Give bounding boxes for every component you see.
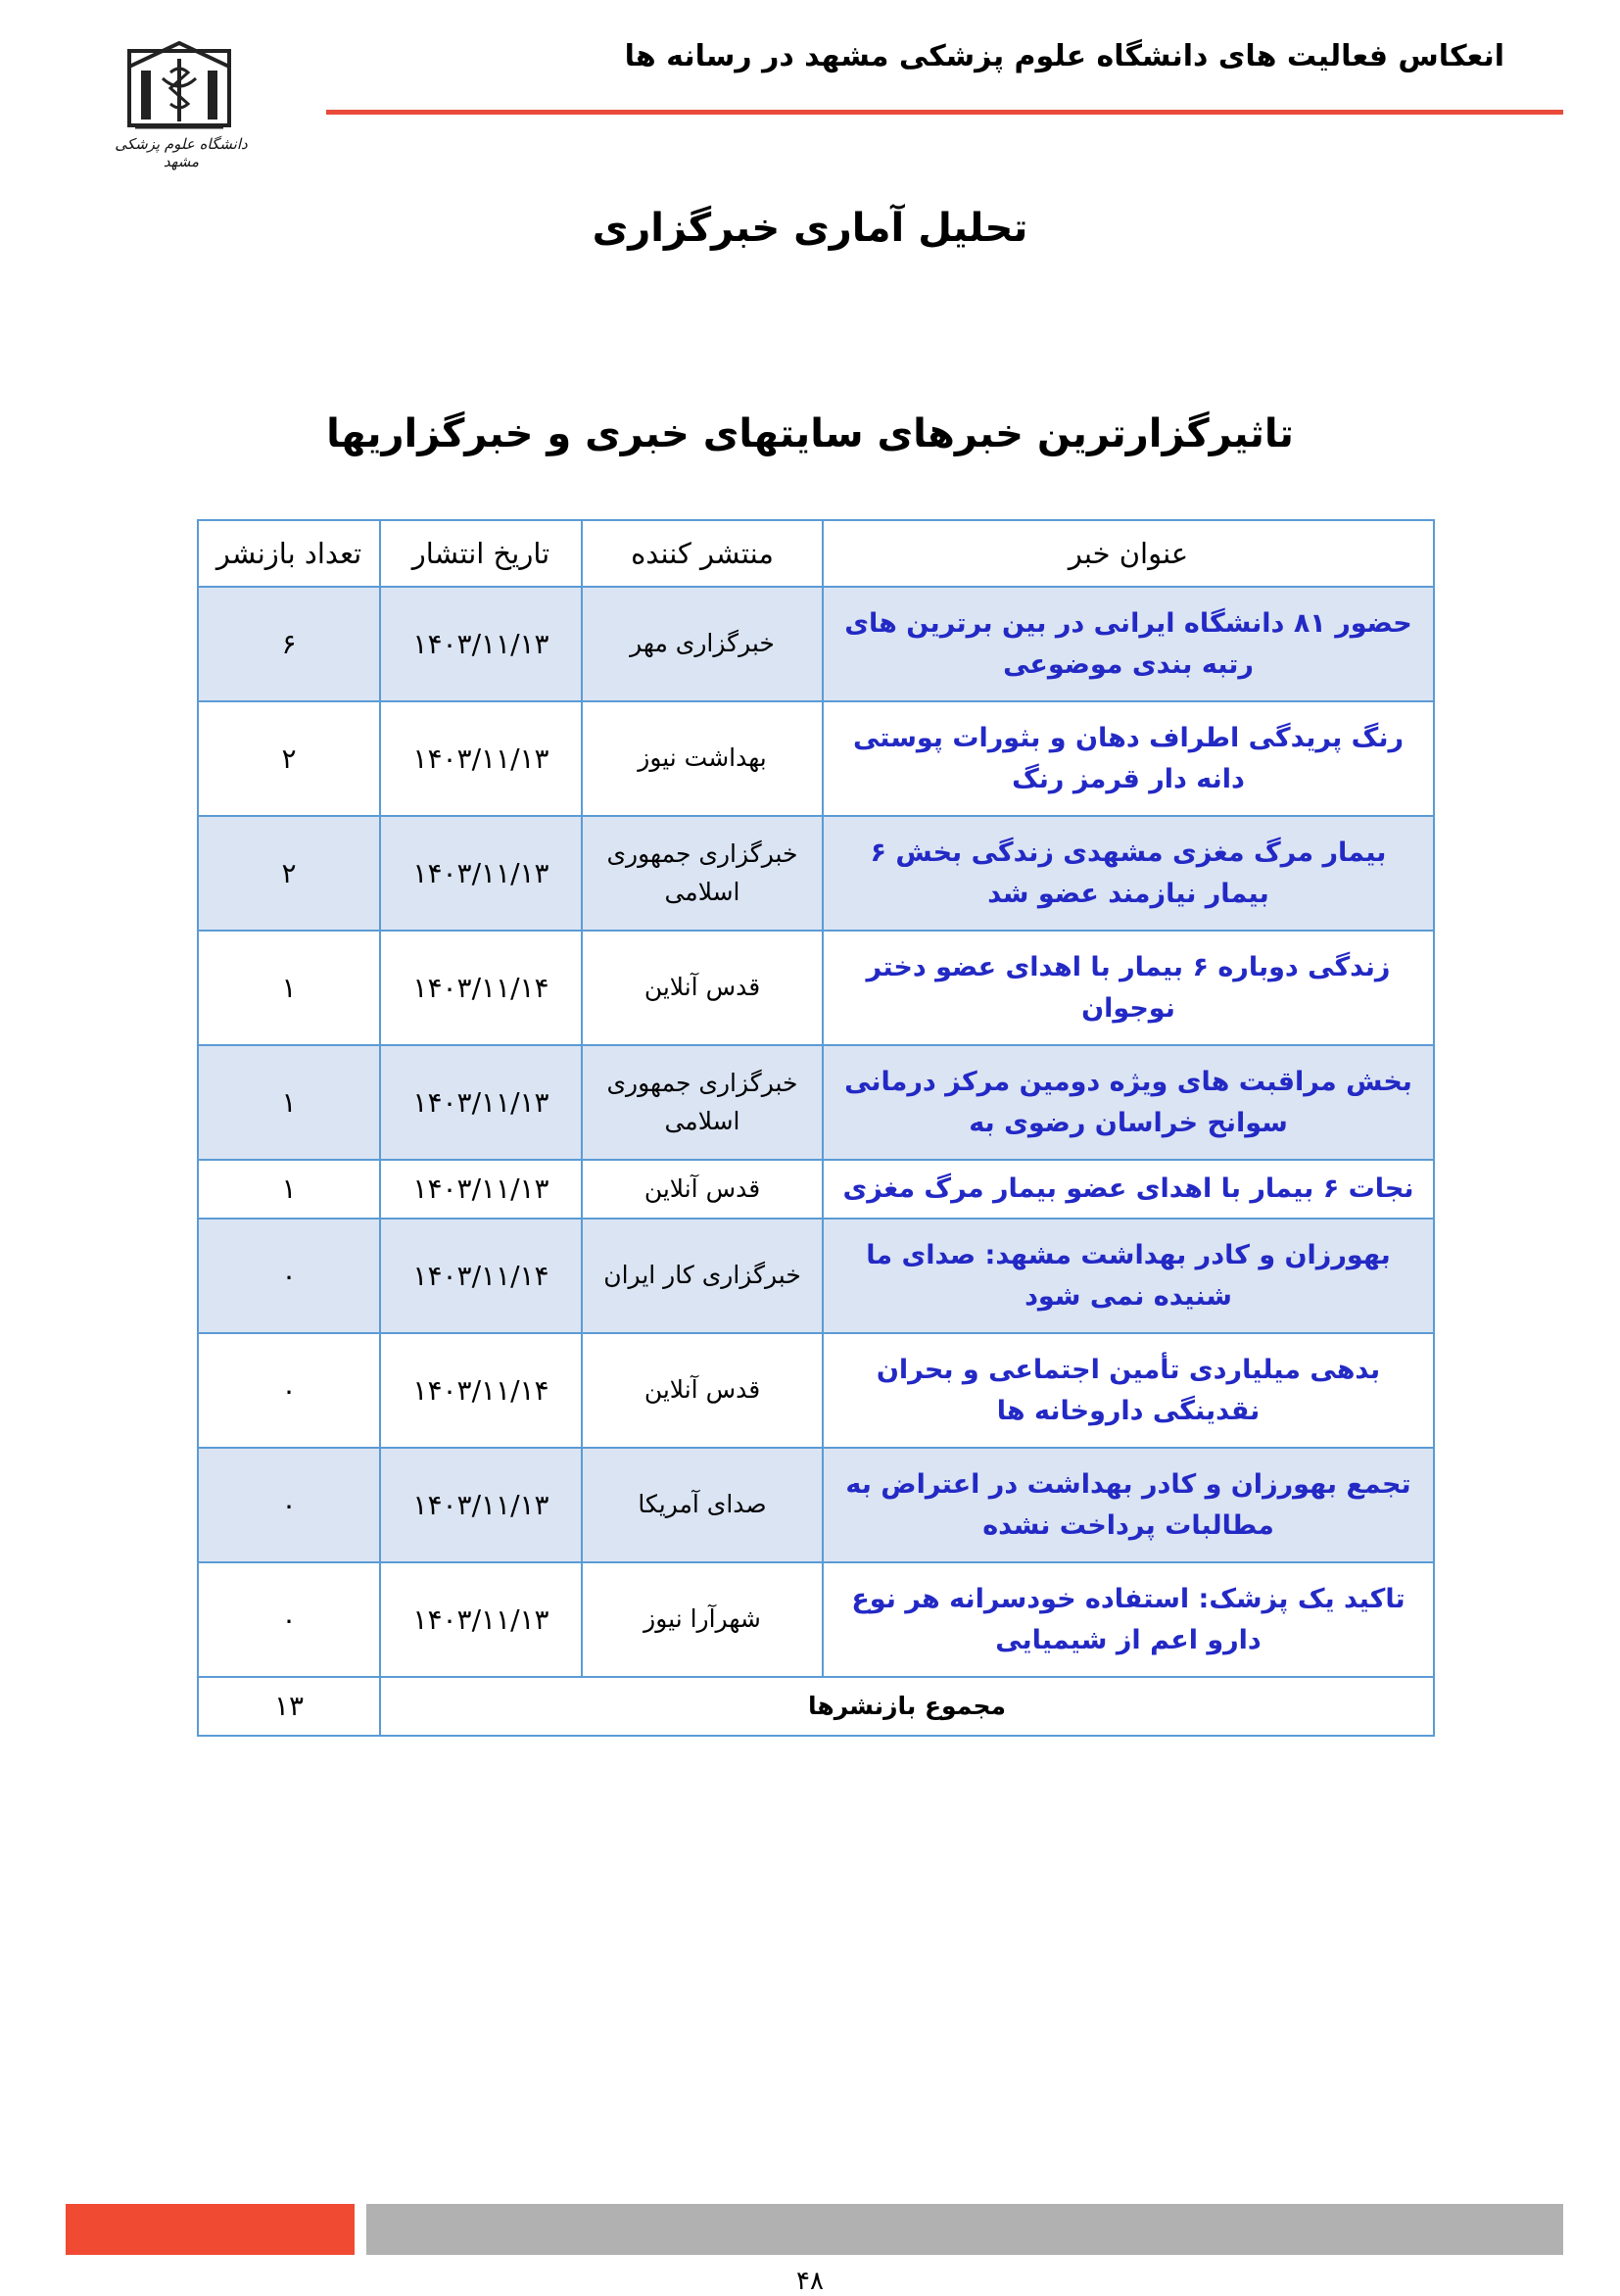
news-date: ۱۴۰۳/۱۱/۱۳: [380, 701, 582, 816]
table-row: [198, 701, 1434, 816]
news-date: ۱۴۰۳/۱۱/۱۳: [380, 1160, 582, 1219]
news-title[interactable]: زندگی دوباره ۶ بیمار با اهدای عضو دختر نوجوان: [823, 931, 1434, 1045]
page-number: ۴۸: [796, 2267, 824, 2296]
news-date: ۱۴۰۳/۱۱/۱۳: [380, 1562, 582, 1677]
total-value: ۱۳: [198, 1677, 380, 1736]
news-table: [197, 519, 1435, 1737]
column-header-date: تاریخ انتشار: [380, 520, 582, 587]
news-title[interactable]: رنگ پریدگی اطراف دهان و بثورات پوستی دانه دار قرمز رنگ: [823, 701, 1434, 816]
column-header-publisher: منتشر کننده: [582, 520, 823, 587]
section-title: تاثیرگزارترین خبرهای سایتهای خبری و خبرگزاریها: [326, 411, 1294, 456]
page-title: تحلیل آماری خبرگزاری: [592, 206, 1028, 251]
table-row: [198, 1045, 1434, 1160]
news-count: ۰: [198, 1219, 380, 1333]
column-header-title: عنوان خبر: [823, 520, 1434, 587]
news-date: ۱۴۰۳/۱۱/۱۴: [380, 1219, 582, 1333]
news-count: ۰: [198, 1448, 380, 1562]
table-row: [198, 1448, 1434, 1562]
table-row: [198, 816, 1434, 931]
news-title[interactable]: بخش مراقبت های ویژه دومین مرکز درمانی سوانح خراسان رضوی به: [823, 1045, 1434, 1160]
table-row: [198, 931, 1434, 1045]
news-title[interactable]: نجات ۶ بیمار با اهدای عضو بیمار مرگ مغزی: [823, 1160, 1434, 1219]
news-publisher: شهرآرا نیوز: [582, 1562, 823, 1677]
total-label: مجموع بازنشرها: [380, 1677, 1434, 1736]
column-header-count: تعداد بازنشر: [198, 520, 380, 587]
news-publisher: صدای آمریکا: [582, 1448, 823, 1562]
header-title: انعکاس فعالیت های دانشگاه علوم پزشکی مشهد در رسانه ها: [624, 39, 1504, 73]
news-count: ۲: [198, 816, 380, 931]
news-title[interactable]: تجمع بهورزان و کادر بهداشت در اعتراض به مطالبات پرداخت نشده: [823, 1448, 1434, 1562]
table-row: [198, 587, 1434, 701]
footer-gray-bar: [366, 2204, 1563, 2255]
table-header-row: [198, 520, 1434, 587]
table-row: [198, 1219, 1434, 1333]
table-row: [198, 1160, 1434, 1219]
news-count: ۶: [198, 587, 380, 701]
news-date: ۱۴۰۳/۱۱/۱۴: [380, 931, 582, 1045]
news-count: ۰: [198, 1562, 380, 1677]
news-title[interactable]: بدهی میلیاردی تأمین اجتماعی و بحران نقدینگی داروخانه ها: [823, 1333, 1434, 1448]
news-date: ۱۴۰۳/۱۱/۱۳: [380, 1045, 582, 1160]
news-publisher: خبرگزاری جمهوری اسلامی: [582, 1045, 823, 1160]
news-title[interactable]: تاکید یک پزشک: استفاده خودسرانه هر نوع دارو اعم از شیمیایی: [823, 1562, 1434, 1677]
table-total-row: [198, 1677, 1434, 1736]
news-publisher: خبرگزاری کار ایران: [582, 1219, 823, 1333]
news-publisher: خبرگزاری مهر: [582, 587, 823, 701]
header-divider: [326, 110, 1563, 115]
news-publisher: قدس آنلاین: [582, 1160, 823, 1219]
footer-red-bar: [66, 2204, 355, 2255]
news-date: ۱۴۰۳/۱۱/۱۳: [380, 1448, 582, 1562]
news-publisher: قدس آنلاین: [582, 1333, 823, 1448]
news-publisher: قدس آنلاین: [582, 931, 823, 1045]
news-publisher: بهداشت نیوز: [582, 701, 823, 816]
table-row: [198, 1562, 1434, 1677]
news-date: ۱۴۰۳/۱۱/۱۳: [380, 587, 582, 701]
news-title[interactable]: حضور ۸۱ دانشگاه ایرانی در بین برترین های رتبه بندی موضوعی: [823, 587, 1434, 701]
news-count: ۰: [198, 1333, 380, 1448]
news-title[interactable]: بیمار مرگ مغزی مشهدی زندگی بخش ۶ بیمار نیازمند عضو شد: [823, 816, 1434, 931]
table-row: [198, 1333, 1434, 1448]
university-logo-emblem: [116, 39, 243, 137]
logo-caption: دانشگاه علوم پزشکی مشهد: [115, 135, 248, 170]
news-title[interactable]: بهورزان و کادر بهداشت مشهد: صدای ما شنیده نمی شود: [823, 1219, 1434, 1333]
news-count: ۲: [198, 701, 380, 816]
news-publisher: خبرگزاری جمهوری اسلامی: [582, 816, 823, 931]
news-count: ۱: [198, 1045, 380, 1160]
news-count: ۱: [198, 1160, 380, 1219]
news-date: ۱۴۰۳/۱۱/۱۳: [380, 816, 582, 931]
news-count: ۱: [198, 931, 380, 1045]
news-date: ۱۴۰۳/۱۱/۱۴: [380, 1333, 582, 1448]
